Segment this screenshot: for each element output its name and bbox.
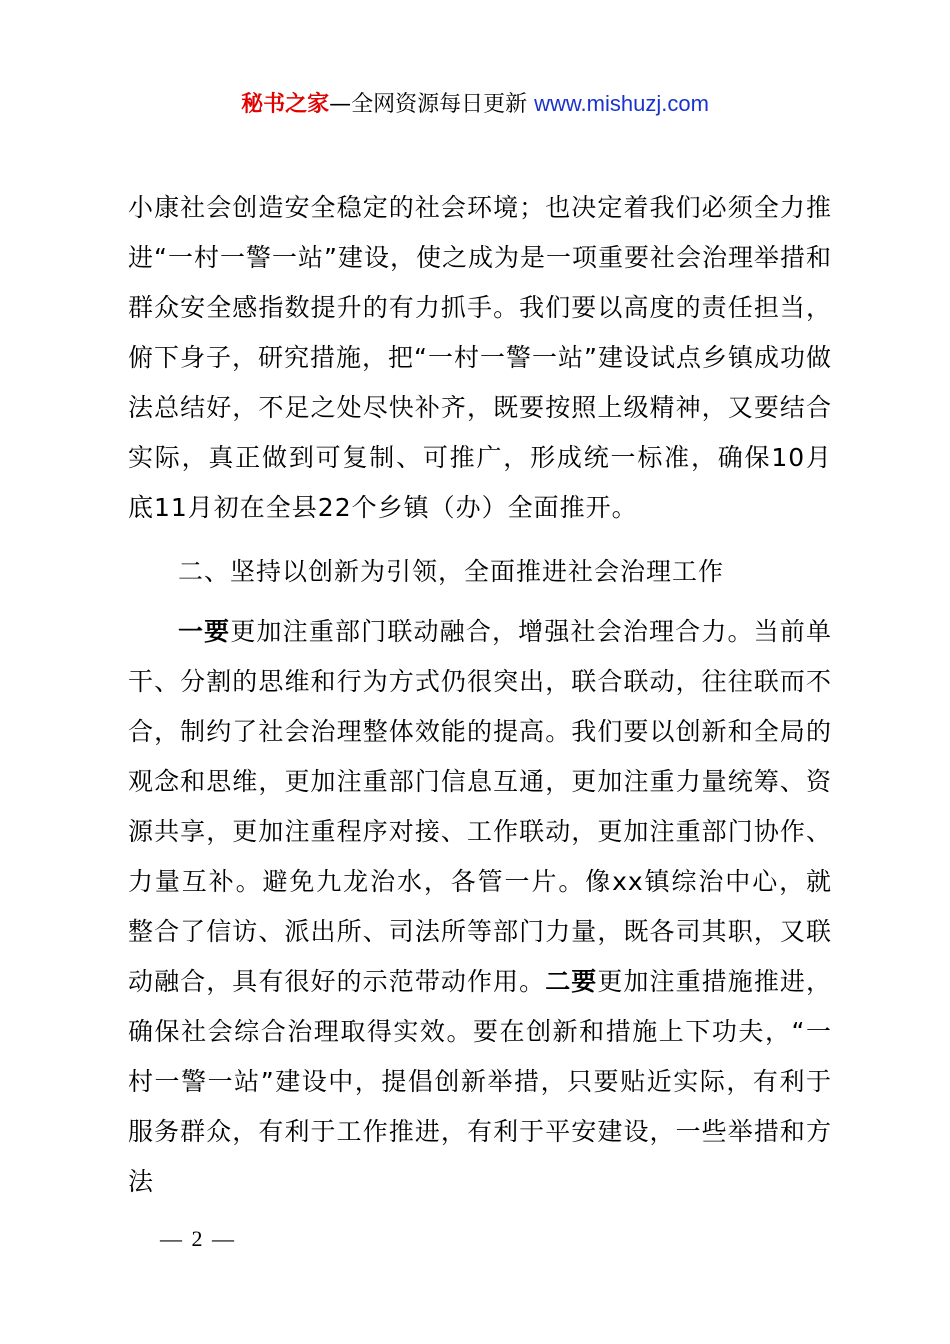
paragraph-lead-bold: 二要 [545,967,598,996]
paragraph-text: 更加注重部门联动融合，增强社会治理合力。当前单干、分割的思维和行为方式仍很突出，联合联动，往往联而不合，制约了社会治理整体效能的提高。我们要以创新和全局的观念和思维，更加注重部门信息互通，更加注重力量统筹、资源共享，更加注重程序对接、工作联动，更加注重部门协作、力量互补。避免九龙治水，各管一片。像xx镇综治中心，就整合了信访、派出所、司法所等部门力量，既各司其职，又联动融合，具有很好的示范带动作用。 [128,617,832,996]
paragraph-continued: 小康社会创造安全稳定的社会环境；也决定着我们必须全力推进“一村一警一站”建设，使之成为是一项重要社会治理举措和群众安全感指数提升的有力抓手。我们要以高度的责任担当，俯下身子，研究措施，把“一村一警一站”建设试点乡镇成功做法总结好，不足之处尽快补齐，既要按照上级精神，又要结合实际，真正做到可复制、可推广，形成统一标准，确保10月底11月初在全县22个乡镇（办）全面推开。 [128,193,832,522]
page-number: — 2 — [160,1226,236,1251]
header-tagline: —全网资源每日更新 [329,92,528,117]
header-url-link[interactable]: www.mishuzj.com [534,91,709,116]
header-brand: 秘书之家 [241,92,330,117]
paragraph-lead-bold: 一要 [178,617,231,646]
section-heading: 二、坚持以创新为引领，全面推进社会治理工作 [178,557,725,586]
document-body [128,183,832,1207]
page-header [0,86,950,123]
paragraph-text: 更加注重措施推进，确保社会综合治理取得实效。要在创新和措施上下功夫，“一村一警一站”建设中，提倡创新举措，只要贴近实际，有利于服务群众，有利于工作推进，有利于平安建设，一些举措和方法 [128,967,832,1196]
paragraph [128,607,832,1207]
